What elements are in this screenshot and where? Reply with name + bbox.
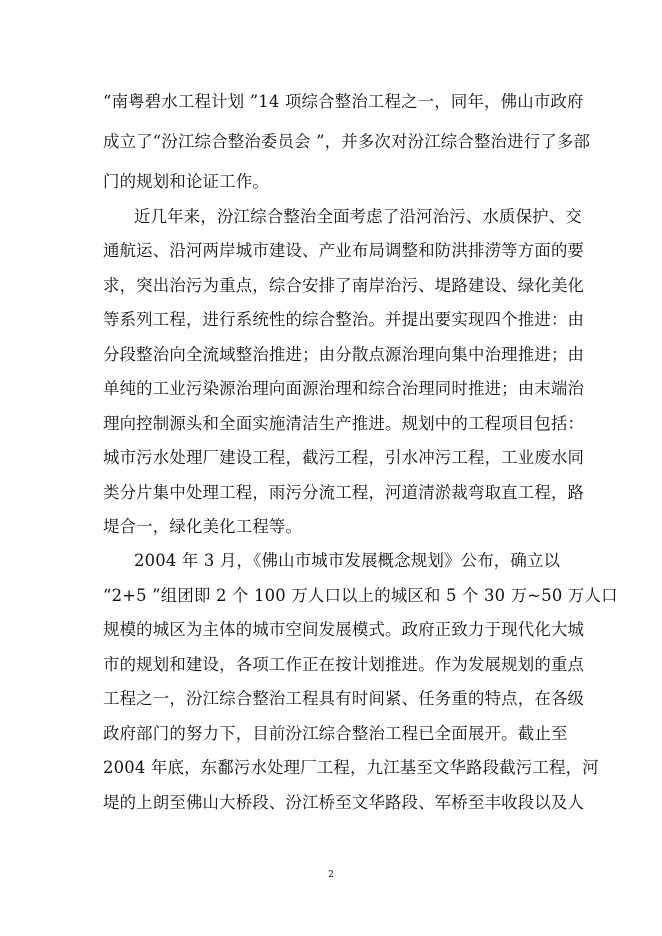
text-line: 堤的上朗至佛山大桥段、汾江桥至文华路段、军桥至丰收段以及人 bbox=[103, 793, 585, 812]
page-number: 2 bbox=[328, 870, 334, 880]
text-line: 城市污水处理厂建设工程，截污工程，引水冲污工程，工业废水同 bbox=[103, 448, 585, 467]
text-line: “南粤碧水工程计划 ”14 项综合整治工程之一，同年，佛山市政府 bbox=[103, 92, 584, 111]
text-line: 政府部门的努力下，目前汾江综合整治工程已全面展开。截止至 bbox=[103, 724, 568, 743]
text-line: 类分片集中处理工程，雨污分流工程，河道清淤裁弯取直工程，路 bbox=[103, 483, 585, 502]
text-line: 成立了“汾江综合整治委员会 ”，并多次对汾江综合整治进行了多部 bbox=[103, 132, 591, 151]
text-line: 门的规划和论证工作。 bbox=[103, 172, 269, 191]
text-line: 理向控制源头和全面实施清洁生产推进。规划中的工程项目包括： bbox=[103, 414, 585, 433]
text-line: 规模的城区为主体的城市空间发展模式。政府正致力于现代化大城 bbox=[103, 620, 585, 639]
text-line: 2004 年底，东鄱污水处理厂工程，九江基至文华路段截污工程，河 bbox=[103, 758, 599, 777]
text-line: 分段整治向全流域整治推进；由分散点源治理向集中治理推进；由 bbox=[103, 345, 585, 364]
text-line: 单纯的工业污染源治理向面源治理和综合治理同时推进；由末端治 bbox=[103, 379, 585, 398]
text-line: 市的规划和建设，各项工作正在按计划推进。作为发展规划的重点 bbox=[103, 655, 585, 674]
text-line: 工程之一，汾江综合整治工程具有时间紧、任务重的特点，在各级 bbox=[103, 689, 585, 708]
text-line: 堤合一，绿化美化工程等。 bbox=[103, 517, 303, 536]
text-line: 近几年来，汾江综合整治全面考虑了沿河治污、水质保护、交 bbox=[134, 207, 582, 226]
text-line: 等系列工程，进行系统性的综合整治。并提出要实现四个推进：由 bbox=[103, 310, 585, 329]
text-line: 通航运、沿河两岸城市建设、产业布局调整和防洪排涝等方面的要 bbox=[103, 241, 585, 260]
text-line: “2+5 ”组团即 2 个 100 万人口以上的城区和 5 个 30 万~50 万人口 bbox=[103, 586, 618, 605]
text-line: 求，突出治污为重点，综合安排了南岸治污、堤路建设、绿化美化 bbox=[103, 276, 585, 295]
text-line: 2004 年 3 月，《佛山市城市发展概念规划》公布，确立以 bbox=[134, 551, 561, 570]
